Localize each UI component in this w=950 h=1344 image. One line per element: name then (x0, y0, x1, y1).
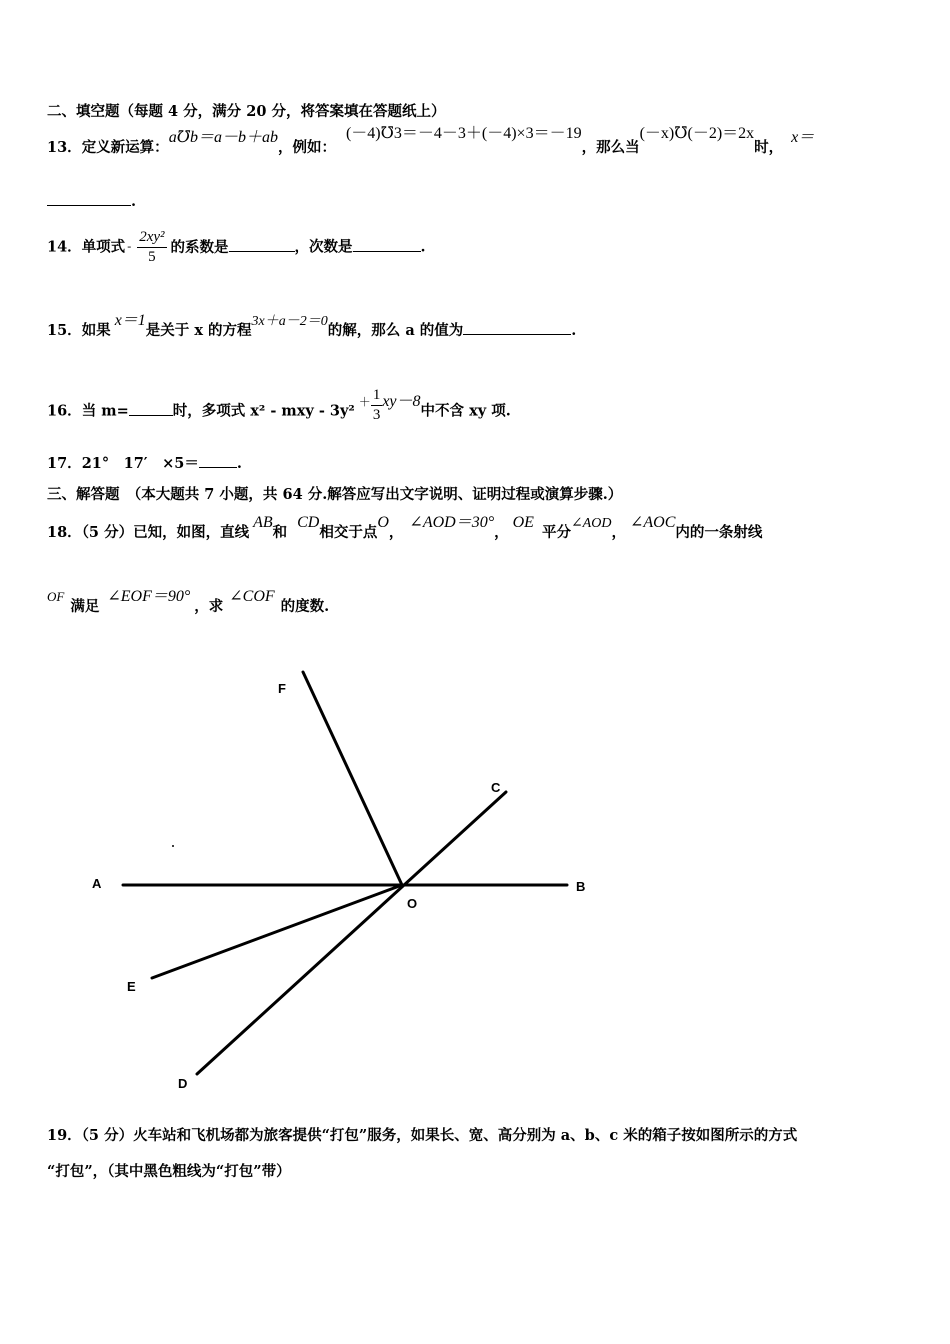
q13-example: (－4)℧3＝－4－3＋(－4)×3＝－19 (345, 125, 582, 142)
q13-text3: ，那么当 (581, 139, 640, 156)
q18-degree-text: 的度数. (280, 598, 330, 615)
q18-text3: 内的一条射线 (675, 524, 763, 541)
q15-expr-x-equals-1: x＝1 (114, 312, 146, 329)
q18-angle-cof: ∠COF (229, 588, 275, 605)
label-a: A (92, 876, 102, 891)
ray-oe (152, 885, 402, 978)
q15-number: 15． (47, 322, 82, 339)
q14-end: . (420, 238, 426, 256)
q16-text1: 当 m= (81, 402, 129, 420)
q18-oe: OE (512, 514, 534, 531)
q14-numerator: 2xy² (137, 230, 166, 248)
q16-tail: xy－8 (382, 392, 421, 410)
q18-angle-aod: ∠AOD (570, 516, 612, 531)
question-19-line2: “打包”，（其中黑色粗线为“打包”带） (47, 1163, 291, 1180)
q18-text2: 相交于点 (319, 524, 378, 541)
q13-definition: a℧b＝a－b＋ab (168, 129, 278, 146)
q18-comma2: ， (494, 524, 509, 541)
q13-text4: 时， (754, 139, 784, 156)
q13-answer-line (47, 193, 136, 210)
label-f: F (278, 681, 286, 696)
question-19-line1: 19．（5 分）火车站和飞机场都为旅客提供“打包”服务，如果长、宽、高分别为 a、b、c 米的箱子按如图所示的方式 (47, 1127, 798, 1144)
q16-text3: 中不含 xy 项. (420, 402, 511, 420)
q17-text: 21° 17′ ×5＝ (81, 455, 199, 472)
q16-number: 16． (47, 402, 82, 420)
label-b: B (576, 879, 586, 894)
q13-condition: (－x)℧(－2)＝2x (639, 125, 755, 142)
q16-text2: 时，多项式 x² - mxy - 3y² (172, 402, 355, 420)
q13-text2: ，例如： (277, 139, 336, 156)
section-2-title: 二、填空题（每题 4 分，满分 20 分，将答案填在答题纸上） (47, 103, 446, 120)
q14-text3: ，次数是 (294, 238, 353, 256)
q14-denominator: 5 (148, 249, 156, 265)
q17-number: 17． (47, 455, 82, 472)
q18-o: O (377, 514, 389, 531)
q17-end: . (236, 455, 242, 472)
q17-answer-blank[interactable] (199, 455, 237, 468)
q16-m-blank[interactable] (129, 403, 173, 416)
label-d: D (178, 1076, 188, 1091)
q18-number: 18． (47, 524, 82, 541)
label-e: E (127, 979, 136, 994)
q14-coefficient-blank[interactable] (229, 239, 295, 252)
q14-text1: 单项式 (81, 238, 126, 256)
q15-equation: 3x＋a－2＝0 (251, 314, 328, 329)
q15-text3: 的解，那么 a 的值为 (327, 322, 464, 339)
q18-bisects: 平分 (541, 524, 571, 541)
q15-text1: 如果 (81, 322, 111, 339)
q16-plus: ＋ (358, 394, 371, 409)
q18-cd: CD (297, 514, 320, 531)
q18-angle-eof-90: ∠EOF＝90° (107, 588, 191, 605)
question-18 (47, 514, 763, 541)
q13-answer-blank[interactable] (47, 193, 131, 206)
q13-end: . (131, 193, 137, 210)
q18-angle-aoc: ∠AOC (629, 514, 676, 531)
q13-text1: 定义新运算： (81, 139, 169, 156)
question-17 (47, 455, 242, 472)
line-cd (197, 792, 506, 1074)
q18-text1: （5 分）已知，如图，直线 (81, 524, 250, 541)
label-o: O (407, 896, 418, 911)
q14-text2: 的系数是 (170, 238, 229, 256)
q14-degree-blank[interactable] (353, 239, 421, 252)
q18-ab: AB (253, 514, 273, 531)
question-13 (47, 125, 815, 156)
q18-satisfies: 满足 (70, 598, 100, 615)
q18-he: 和 (272, 524, 288, 541)
q18-comma1: ， (388, 524, 404, 541)
question-15 (47, 312, 577, 339)
q15-answer-blank[interactable] (463, 322, 571, 335)
label-c: C (491, 780, 501, 795)
q18-find: ，求 (194, 598, 224, 615)
q13-number: 13． (47, 139, 82, 156)
q14-minus-sign: - (127, 238, 132, 253)
question-16 (47, 387, 511, 429)
q18-of: OF (47, 589, 65, 604)
question-18-line2 (47, 588, 330, 615)
q18-comma3: ， (611, 524, 626, 541)
question-14 (47, 230, 426, 265)
q16-fraction (371, 388, 383, 423)
q14-fraction (137, 230, 166, 265)
q15-text2: 是关于 x 的方程 (145, 322, 252, 339)
q16-frac-denominator: 3 (372, 407, 381, 423)
stray-dot (172, 845, 174, 847)
q15-end: . (571, 322, 577, 339)
ray-of (303, 672, 402, 885)
section-3-title: 三、解答题 （本大题共 7 小题，共 64 分.解答应写出文字说明、证明过程或演算步骤.） (47, 486, 623, 503)
q18-angle-aod-30: ∠AOD＝30° (409, 514, 495, 531)
geometry-figure (80, 660, 620, 1100)
q13-x: x＝ (791, 129, 815, 146)
q14-number: 14． (47, 238, 82, 256)
q16-frac-numerator: 1 (371, 388, 383, 406)
